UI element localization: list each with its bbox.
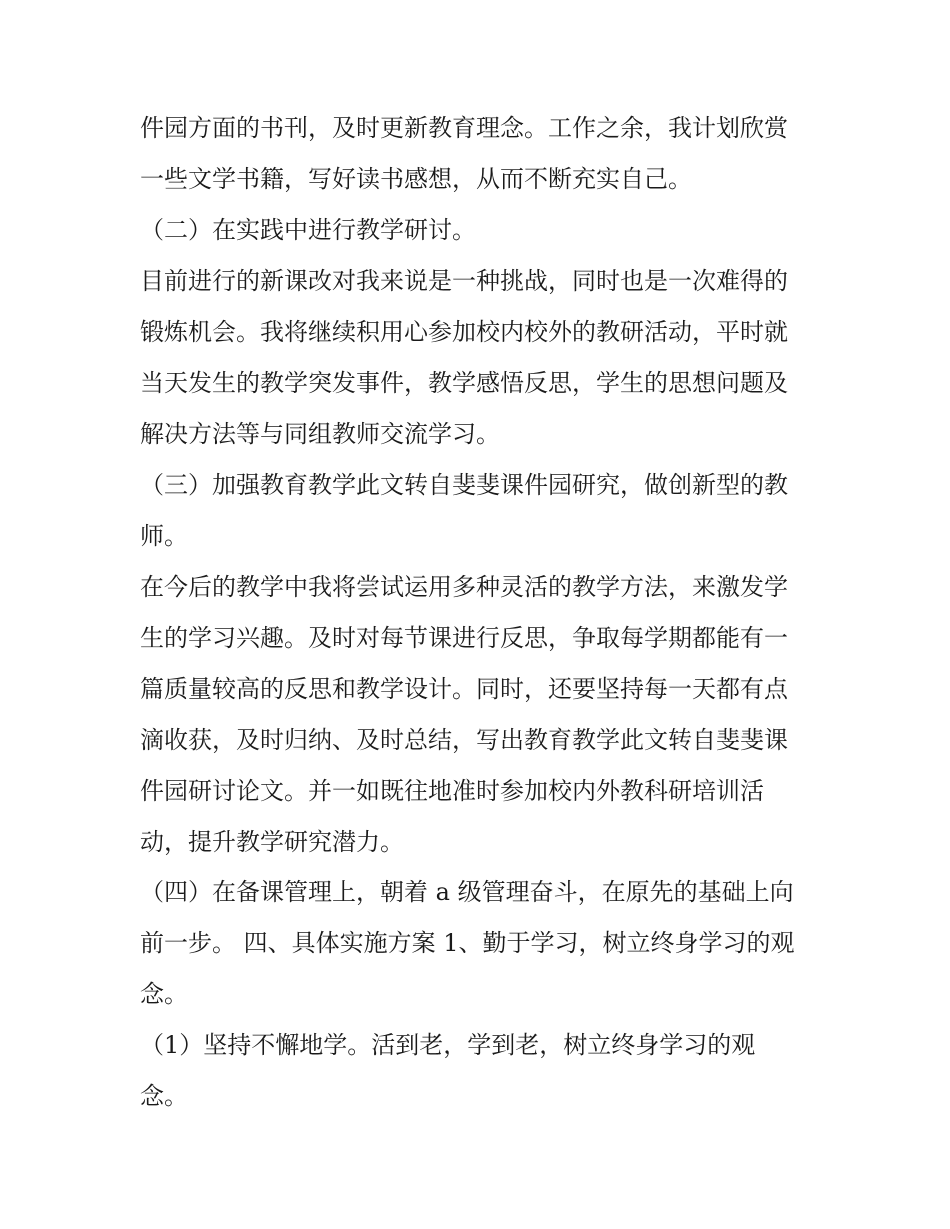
- text-line: 动，提升教学研究潜力。: [140, 828, 404, 856]
- text-line: 当天发生的教学突发事件，教学感悟反思，学生的思想问题及: [140, 369, 788, 397]
- text-line: 前一步。 四、具体实施方案 1、勤于学习，树立终身学习的观: [140, 929, 795, 957]
- text-line: 一些文学书籍，写好读书感想，从而不断充实自己。: [140, 165, 692, 193]
- text-line: 生的学习兴趣。及时对每节课进行反思，争取每学期都能有一: [140, 624, 788, 652]
- text-line: 锻炼机会。我将继续积用心参加校内校外的教研活动，平时就: [140, 318, 788, 346]
- section-heading: （二）在实践中进行教学研讨。: [140, 216, 476, 244]
- text-line: 滴收获，及时归纳、及时总结，写出教育教学此文转自斐斐课: [140, 726, 788, 754]
- list-item: （1）坚持不懈地学。活到老，学到老，树立终身学习的观: [140, 1031, 756, 1059]
- text-line: 篇质量较高的反思和教学设计。同时，还要坚持每一天都有点: [140, 675, 788, 703]
- text-line: 在今后的教学中我将尝试运用多种灵活的教学方法，来激发学: [140, 573, 788, 601]
- text-line: 目前进行的新课改对我来说是一种挑战，同时也是一次难得的: [140, 267, 788, 295]
- section-heading: （四）在备课管理上，朝着 a 级管理奋斗，在原先的基础上向: [140, 878, 794, 906]
- text-line: 念。: [140, 980, 188, 1008]
- section-heading: （三）加强教育教学此文转自斐斐课件园研究，做创新型的教: [140, 471, 788, 499]
- text-line: 解决方法等与同组教师交流学习。: [140, 420, 500, 448]
- text-line: 件园方面的书刊，及时更新教育理念。工作之余，我计划欣赏: [140, 114, 788, 142]
- text-line: 件园研讨论文。并一如既往地准时参加校内外教科研培训活: [140, 777, 764, 805]
- text-line: 念。: [140, 1082, 188, 1110]
- section-heading: 师。: [140, 522, 188, 550]
